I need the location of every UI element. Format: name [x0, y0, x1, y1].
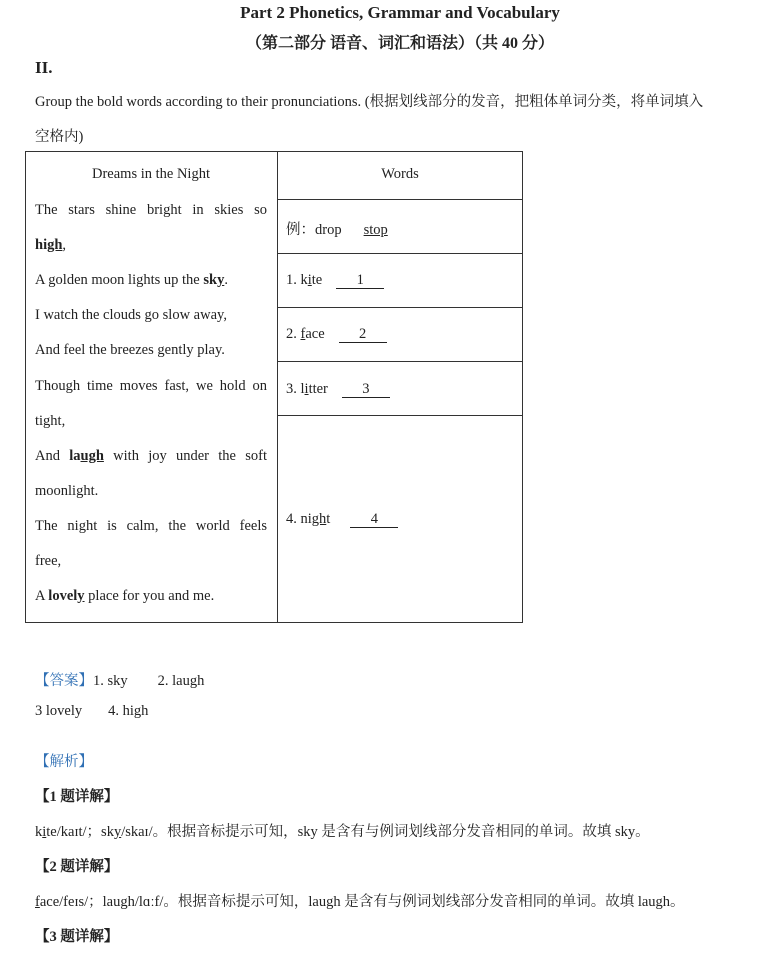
instruction-line-2: 空格内): [35, 129, 84, 145]
part-subtitle: （第二部分 语音、词汇和语法）（共 40 分）: [245, 35, 554, 52]
poem-line: free,: [35, 553, 62, 569]
poem-line: tight,: [35, 413, 66, 429]
question-3-heading: 【3 题详解】: [35, 929, 119, 945]
poem-line: The stars shine bright in skies so: [35, 202, 267, 218]
question-1-heading: 【1 题详解】: [35, 789, 119, 805]
answer-line-2: 3 lovely 4. high: [35, 703, 149, 719]
poem-line: And laugh with joy under the soft: [35, 448, 267, 464]
row-divider: [277, 253, 522, 254]
poem-line: moonlight.: [35, 483, 99, 499]
poem-line: I watch the clouds go slow away,: [35, 307, 227, 323]
answer-blank[interactable]: 1: [336, 273, 384, 289]
poem-title: Dreams in the Night: [92, 166, 210, 182]
question-2-explanation: face/feɪs/；laugh/lɑːf/。根据音标提示可知，laugh 是含有与例词划线部分发音相同的单词。故填 laugh。: [35, 894, 685, 910]
answer-blank[interactable]: 4: [350, 512, 398, 528]
answer-line-1: 【答案】1. sky 2. laugh: [35, 673, 205, 689]
word-cell: 2. face 2: [286, 326, 387, 343]
poem-line: The night is calm, the world feels: [35, 518, 267, 534]
row-divider: [277, 361, 522, 362]
question-1-explanation: kite/kaɪt/；sky/skaɪ/。根据音标提示可知，sky 是含有与例词划线部分发音相同的单词。故填 sky。: [35, 824, 650, 840]
word-cell: 3. litter 3: [286, 381, 390, 398]
instruction-line-1: Group the bold words according to their pronunciations. (根据划线部分的发音，把粗体单词分类，将单词填入: [35, 94, 704, 110]
row-divider: [277, 307, 522, 308]
question-2-heading: 【2 题详解】: [35, 859, 119, 875]
row-divider: [277, 415, 522, 416]
poem-line: And feel the breezes gently play.: [35, 342, 225, 358]
poem-line: high,: [35, 237, 67, 253]
poem-line: A lovely place for you and me.: [35, 588, 215, 604]
answer-tag: 【答案】: [35, 673, 93, 689]
section-label: II.: [35, 58, 53, 77]
word-cell: 4. night 4: [286, 511, 398, 528]
analysis-tag: 【解析】: [35, 754, 93, 770]
poem-line: A golden moon lights up the sky.: [35, 272, 228, 288]
poem-line: Though time moves fast, we hold on: [35, 378, 267, 394]
row-divider: [277, 199, 522, 200]
table-divider: [277, 152, 278, 622]
answer-blank[interactable]: 2: [339, 327, 387, 343]
example-cell: 例：drop stop: [286, 222, 388, 238]
word-cell: 1. kite 1: [286, 272, 384, 289]
answer-blank[interactable]: 3: [342, 382, 390, 398]
words-column-header: Words: [381, 166, 419, 182]
part-title: Part 2 Phonetics, Grammar and Vocabulary: [240, 3, 560, 22]
